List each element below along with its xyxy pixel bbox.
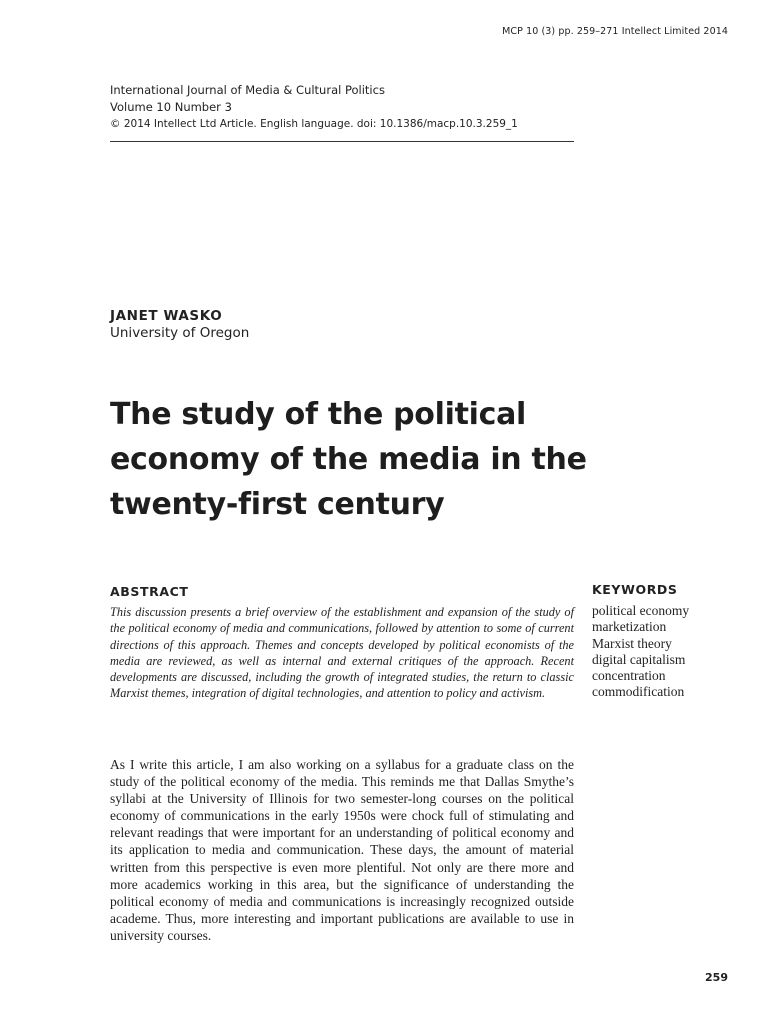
author-name: JANET WASKO xyxy=(110,308,223,324)
article-title xyxy=(110,392,610,527)
journal-volume: Volume 10 Number 3 xyxy=(110,100,232,114)
keywords-list xyxy=(592,603,689,701)
journal-copyright: © 2014 Intellect Ltd Article. English language. doi: 10.1386/macp.10.3.259_1 xyxy=(110,118,518,130)
keyword-item: marketization xyxy=(592,619,667,635)
keyword-item: commodification xyxy=(592,684,685,700)
page-number: 259 xyxy=(705,971,728,984)
title-line: twenty-first century xyxy=(110,487,445,522)
abstract-text: This discussion presents a brief overview of the establishment and expansion of the study of the political economy of media and communications, followed by attention to some of current directions of this approach. Themes and concepts developed by political economists of the media are reviewed, as well as internal and external critiques of the approach. Recent developments are discussed, including the growth of integrated studies, the return to classic Marxist themes, integration of digital technologies, and attention to policy and activism. xyxy=(110,605,574,701)
keywords-heading: KEYWORDS xyxy=(592,582,678,597)
keyword-item: political economy xyxy=(592,603,690,618)
author-block xyxy=(110,308,249,342)
keyword-item: Marxist theory xyxy=(592,635,672,651)
keyword-item: digital capitalism xyxy=(592,651,686,667)
abstract-heading: ABSTRACT xyxy=(110,584,189,599)
journal-info xyxy=(110,82,574,142)
keyword-item: concentration xyxy=(592,668,666,684)
journal-name: International Journal of Media & Cultural Politics xyxy=(110,83,385,97)
running-head: MCP 10 (3) pp. 259–271 Intellect Limited 2014 xyxy=(502,26,728,37)
title-line: The study of the political xyxy=(110,397,527,432)
title-line: economy of the media in the xyxy=(110,442,587,477)
body-paragraph: As I write this article, I am also working on a syllabus for a graduate class on the study of the political economy of the media. This reminds me that Dallas Smythe’s syllabi at the University of Illinois for two semester-long courses on the political economy of communications in the early 1950s were chock full of stimulating and relevant readings that were important for an understanding of political economy and its application to media and communication. These days, the amount of material written from this perspective is even more plentiful. Not only are there more and more academics working in this area, but the significance of understanding the political economy of media and communications is increasingly recognized outside academe. Thus, more interesting and important publications are available to use in university courses. xyxy=(110,757,574,943)
author-affiliation: University of Oregon xyxy=(110,325,250,341)
